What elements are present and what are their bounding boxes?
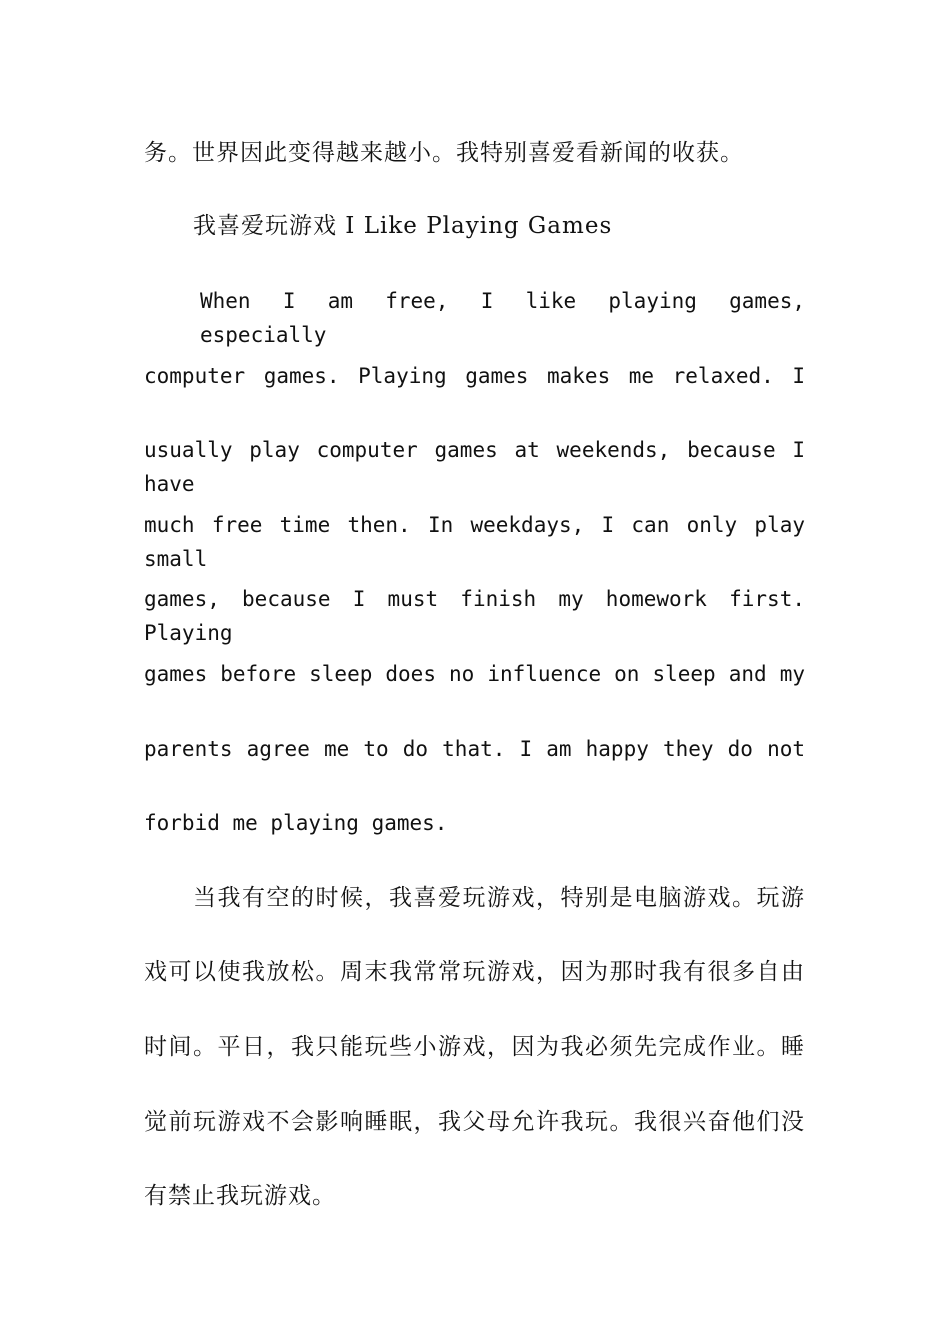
text-line-3: When I am free, I like playing games, especially [200,289,805,347]
text-line-6: much free time then. In weekdays, I can only play small [144,513,805,571]
text-line-9: parents agree me to do that. I am happy they do not [144,737,805,761]
text-line-10: forbid me playing games. [144,811,448,835]
text-line-13: 时间。平日，我只能玩些小游戏，因为我必须先完成作业。睡 [144,1034,805,1060]
text-line-5: usually play computer games at weekends, because I have [144,438,805,496]
text-line-11: 当我有空的时候，我喜爱玩游戏，特别是电脑游戏。玩游 [193,885,805,911]
text-line-12: 戏可以使我放松。周末我常常玩游戏，因为那时我有很多自由 [144,959,805,985]
text-line-15: 有禁止我玩游戏。 [144,1183,336,1209]
text-line-14: 觉前玩游戏不会影响睡眠，我父母允许我玩。我很兴奋他们没 [144,1109,805,1135]
text-line-8: games before sleep does no influence on sleep and my [144,662,805,686]
essay-title: 我喜爱玩游戏 I Like Playing Games [193,213,613,239]
text-line-4: computer games. Playing games makes me relaxed. I [144,364,805,388]
text-line-1: 务。世界因此变得越来越小。我特别喜爱看新闻的收获。 [144,140,744,166]
text-line-7: games, because I must finish my homework first. Playing [144,587,805,645]
